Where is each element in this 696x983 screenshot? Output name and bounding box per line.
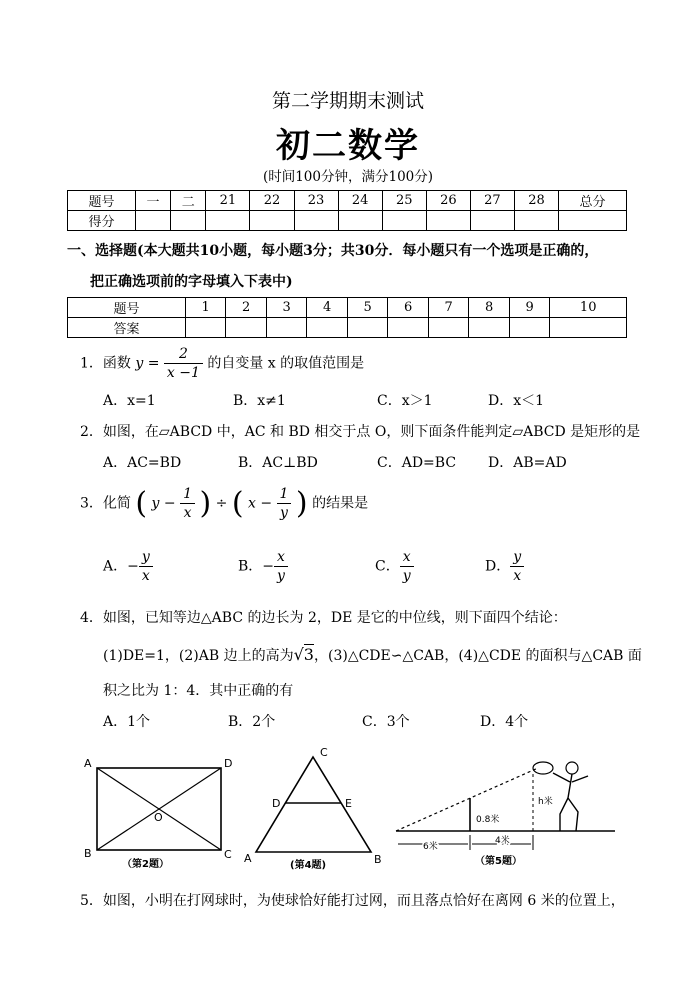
q1-fraction: [164, 345, 203, 382]
fig5-height-label: h米: [538, 797, 553, 807]
q3-option-d: [485, 548, 524, 585]
q3-option-c-label: C．: [375, 558, 400, 575]
fig5-ball-path: [396, 768, 538, 831]
q1-option-a: A．x=1: [103, 393, 156, 409]
q1-denominator: x −1: [166, 365, 200, 381]
q3-fraction-1: [180, 485, 195, 522]
fig4-label-a: A: [244, 852, 252, 865]
answer-empty-cell: [185, 318, 226, 338]
fig2-caption: （第2题）: [122, 859, 169, 870]
q3-option-b-label: B．: [238, 558, 263, 575]
q2-option-d: D．AB=AD: [488, 455, 567, 471]
section1-heading-line1: 一、选择题(本大题共10小题，每小题3分；共30分．每小题只有一个选项是正确的，: [67, 243, 599, 259]
q2-option-a: A．AC=BD: [103, 455, 182, 471]
score-empty-cell: [206, 211, 250, 231]
figure-2: [84, 757, 232, 870]
q3-option-a-fraction: [139, 548, 153, 585]
q4-option-a: A．1个: [103, 714, 151, 730]
score-empty-cell: [135, 211, 170, 231]
score-empty-cell: [382, 211, 426, 231]
q3-option-d-fraction: [510, 548, 524, 585]
answer-row-label: 答案: [68, 318, 186, 338]
score-cell: 总分: [559, 191, 627, 211]
fig5-dist-2: 4米: [495, 836, 510, 846]
q1-lhs: y =: [135, 355, 160, 372]
question-1: [80, 345, 364, 382]
score-table: [67, 190, 627, 231]
score-empty-cell: [294, 211, 338, 231]
score-cell: 二: [171, 191, 206, 211]
q3-option-b-fraction: [274, 548, 288, 585]
answer-cell: 10: [550, 298, 627, 318]
answer-cell: 1: [185, 298, 226, 318]
question-3: [80, 485, 368, 522]
q3-term1: y −: [151, 495, 176, 512]
question-4-line1: 4．如图，已知等边△ABC 的边长为 2，DE 是它的中位线，则下面四个结论：: [80, 610, 567, 626]
fig5-racket: [533, 762, 553, 774]
q4-option-b: B．2个: [228, 714, 276, 730]
q4-sqrt: √3: [293, 645, 314, 664]
score-cell: 25: [382, 191, 426, 211]
score-table-header-row: [68, 191, 627, 211]
question-4-line2: [103, 645, 642, 665]
q1-option-b: B．x≠1: [233, 393, 286, 409]
score-cell: 22: [250, 191, 294, 211]
answer-cell: 题号: [68, 298, 186, 318]
q1-prefix: 1．函数: [80, 355, 131, 372]
answer-cell: 9: [509, 298, 550, 318]
answer-cell: 2: [226, 298, 267, 318]
q4-line2-a: (1)DE=1，(2)AB 边上的高为: [103, 648, 294, 664]
answer-empty-cell: [428, 318, 469, 338]
q3-suffix: 的结果是: [312, 495, 369, 512]
q3-right-paren-1: ): [199, 486, 212, 521]
answer-empty-cell: [307, 318, 348, 338]
fig4-label-d: D: [272, 797, 281, 810]
answer-cell: 5: [347, 298, 388, 318]
score-empty-cell: [338, 211, 382, 231]
q3-option-c-fraction: [400, 548, 414, 585]
score-cell: 一: [135, 191, 170, 211]
exam-title: 初二数学: [276, 126, 420, 166]
answer-empty-cell: [469, 318, 510, 338]
answer-empty-cell: [550, 318, 627, 338]
answer-empty-cell: [266, 318, 307, 338]
q4-option-d: D．4个: [480, 714, 529, 730]
question-4-line3: 积之比为 1：4．其中正确的有: [103, 683, 294, 699]
answer-cell: 4: [307, 298, 348, 318]
fig5-dist-1: 6米: [423, 842, 438, 852]
q3-f2-denominator: y: [280, 505, 288, 521]
q3-option-c: [375, 548, 414, 585]
score-cell: 23: [294, 191, 338, 211]
answer-cell: 6: [388, 298, 429, 318]
q1-numerator: 2: [164, 345, 203, 364]
q3-f1-numerator: 1: [180, 485, 195, 504]
fig5-player-body: [568, 774, 578, 831]
answer-table-answer-row: [68, 318, 627, 338]
q3-option-a-sign: −: [127, 558, 139, 575]
q4-line2-b: ，(3)△CDE∽△CAB，(4)△CDE 的面积与△CAB 面: [313, 648, 642, 664]
score-empty-cell: [250, 211, 294, 231]
q2-option-c: C．AD=BC: [377, 455, 457, 471]
q3-left-paren-1: (: [135, 486, 148, 521]
q3-right-paren-2: ): [295, 486, 308, 521]
fig2-label-c: C: [224, 848, 232, 861]
question-5-line1: 5．如图，小明在打网球时，为使球恰好能打过网，而且落点恰好在离网 6 米的位置上，: [80, 893, 625, 909]
answer-empty-cell: [509, 318, 550, 338]
q3-option-b: [238, 548, 288, 585]
figure-4: [244, 746, 382, 871]
fig5-caption: （第5题）: [475, 856, 522, 867]
score-cell: 题号: [68, 191, 136, 211]
score-cell: 28: [514, 191, 558, 211]
q3-left-paren-2: (: [231, 486, 244, 521]
fig5-net-label: 0.8米: [476, 815, 500, 825]
fig5-player-arm: [553, 773, 570, 782]
score-cell: 27: [470, 191, 514, 211]
figures-area: [0, 740, 696, 875]
fig4-label-c: C: [320, 746, 328, 759]
q3-divide: ÷: [215, 495, 228, 512]
answer-table: [67, 297, 627, 338]
q3-option-a: [103, 548, 153, 585]
q4-sqrt-value: 3: [303, 645, 314, 664]
q3-option-b-sign: −: [262, 558, 275, 575]
answer-cell: 8: [469, 298, 510, 318]
fig2-label-a: A: [84, 757, 92, 770]
q4-option-c: C．3个: [362, 714, 410, 730]
q3-option-d-label: D．: [485, 558, 511, 575]
fig5-player-leg: [560, 798, 568, 831]
section1-heading-line2: 把正确选项前的字母填入下表中): [90, 274, 293, 290]
answer-empty-cell: [226, 318, 267, 338]
fig2-label-d: D: [224, 757, 233, 770]
q3-option-a-num: y: [139, 548, 153, 567]
question-2: 2．如图，在▱ABCD 中，AC 和 BD 相交于点 O，则下面条件能判定▱ABCD 是矩形的是: [80, 424, 641, 440]
score-cell: 24: [338, 191, 382, 211]
score-cell: 21: [206, 191, 250, 211]
score-cell: 26: [426, 191, 470, 211]
fig4-label-b: B: [374, 853, 382, 866]
q3-option-c-num: x: [400, 548, 414, 567]
q1-option-c: C．x＞1: [377, 393, 433, 409]
q1-option-d: D．x＜1: [488, 393, 545, 409]
q3-f1-denominator: x: [183, 505, 192, 521]
q3-option-a-label: A．: [103, 558, 128, 575]
fig4-label-e: E: [345, 797, 352, 810]
q3-option-d-num: y: [510, 548, 524, 567]
score-row-label: 得分: [68, 211, 136, 231]
score-empty-cell: [470, 211, 514, 231]
score-empty-cell: [514, 211, 558, 231]
score-empty-cell: [559, 211, 627, 231]
score-table-score-row: [68, 211, 627, 231]
score-empty-cell: [171, 211, 206, 231]
fig2-label-b: B: [84, 847, 92, 860]
fig5-player-head: [566, 762, 578, 774]
q3-option-b-num: x: [274, 548, 288, 567]
q3-option-d-den: x: [513, 568, 522, 584]
answer-empty-cell: [388, 318, 429, 338]
q2-option-b: B．AC⊥BD: [238, 455, 318, 471]
q3-option-c-den: y: [402, 568, 411, 584]
fig4-caption: (第4题): [290, 860, 327, 871]
exam-note: (时间100分钟，满分100分): [262, 169, 434, 185]
answer-empty-cell: [347, 318, 388, 338]
q3-term2: x −: [248, 495, 273, 512]
fig5-player-arm-2: [572, 776, 588, 782]
answer-cell: 7: [428, 298, 469, 318]
q3-prefix: 3．化简: [80, 495, 131, 512]
q3-option-a-den: x: [141, 568, 150, 584]
q3-option-b-den: y: [277, 568, 285, 584]
fig2-label-o: O: [154, 811, 163, 824]
score-empty-cell: [426, 211, 470, 231]
q1-suffix: 的自变量 x 的取值范围是: [207, 355, 365, 372]
answer-cell: 3: [266, 298, 307, 318]
exam-subtitle: 第二学期期末测试: [271, 90, 424, 112]
figure-5: [396, 762, 615, 867]
q3-f2-numerator: 1: [277, 485, 292, 504]
q3-fraction-2: [277, 485, 292, 522]
answer-table-header-row: [68, 298, 627, 318]
